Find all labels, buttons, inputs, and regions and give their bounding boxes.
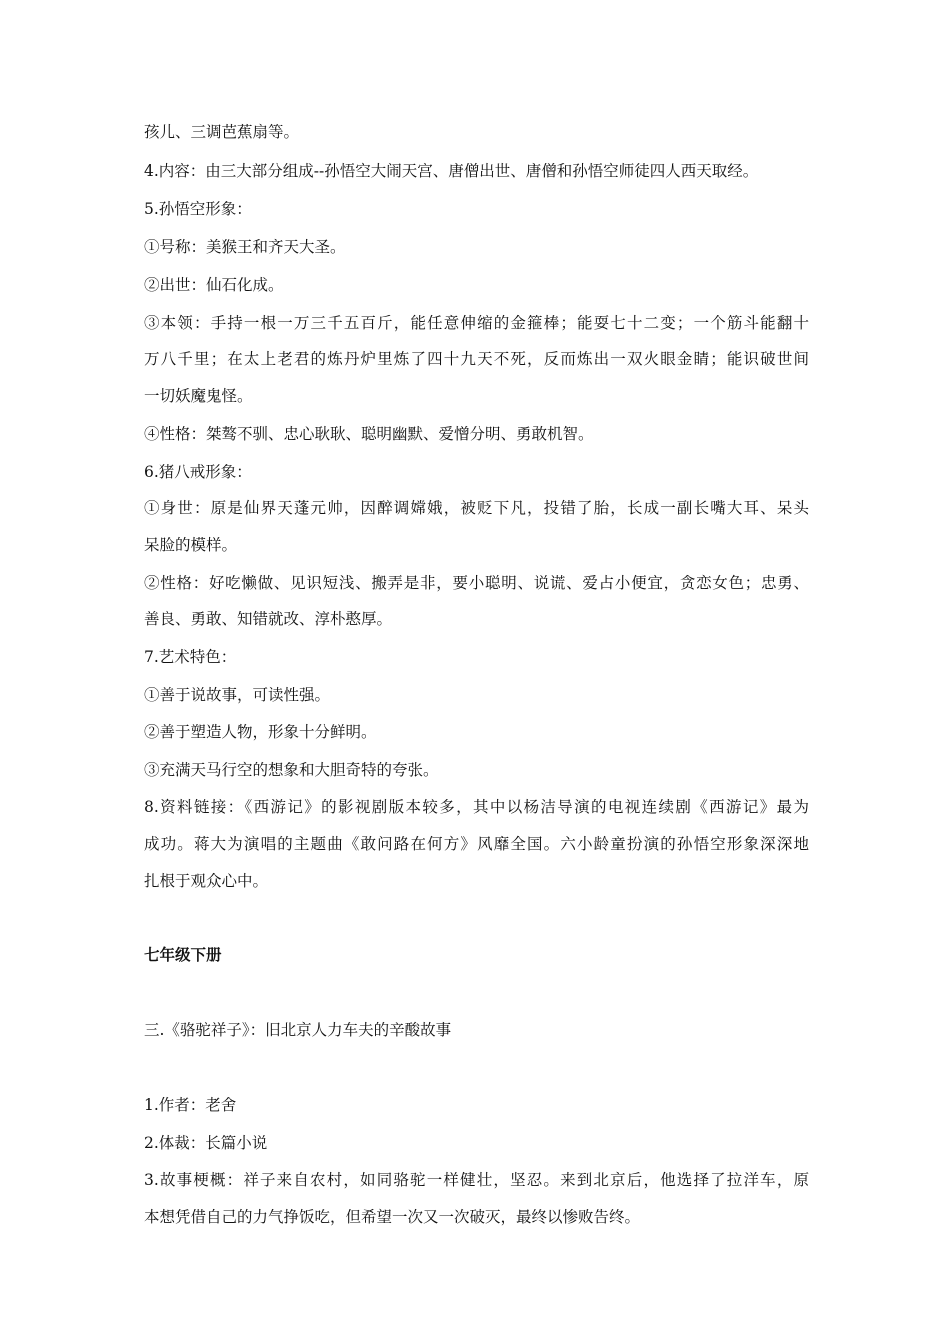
section-heading: 7.艺术特色： <box>144 648 237 666</box>
text-line: 一切妖魔鬼怪。 <box>144 387 253 405</box>
text-line: 呆脸的模样。 <box>144 536 238 554</box>
grade-heading: 七年级下册 <box>144 946 222 964</box>
section-heading: 6.猪八戒形象： <box>144 463 252 481</box>
text-line: 孩儿、三调芭蕉扇等。 <box>144 123 300 141</box>
text-line: 善良、勇敢、知错就改、淳朴憨厚。 <box>144 610 393 628</box>
text-line: ③本领：手持一根一万三千五百斤，能任意伸缩的金箍棒；能耍七十二变；一个筋斗能翻十 <box>144 314 809 332</box>
text-line: ①身世：原是仙界天蓬元帅，因醉调嫦娥，被贬下凡，投错了胎，长成一副长嘴大耳、呆头 <box>144 499 809 517</box>
text-line: ②性格：好吃懒做、见识短浅、搬弄是非，要小聪明、说谎、爱占小便宜，贪恋女色；忠勇、 <box>144 574 809 592</box>
text-line: 成功。蒋大为演唱的主题曲《敢问路在何方》风靡全国。六小龄童扮演的孙悟空形象深深地 <box>144 835 809 853</box>
text-line: 3.故事梗概：祥子来自农村，如同骆驼一样健壮，坚忍。来到北京后，他选择了拉洋车，原 <box>144 1171 809 1189</box>
text-line: ②善于塑造人物，形象十分鲜明。 <box>144 723 377 741</box>
chapter-title: 三.《骆驼祥子》：旧北京人力车夫的辛酸故事 <box>144 1021 452 1039</box>
text-line: ④性格：桀骜不驯、忠心耿耿、聪明幽默、爱憎分明、勇敢机智。 <box>144 425 594 443</box>
section-heading: 5.孙悟空形象： <box>144 200 252 218</box>
text-line: 万八千里；在太上老君的炼丹炉里炼了四十九天不死，反而炼出一双火眼金睛；能识破世间 <box>144 350 809 368</box>
text-line: 2.体裁：长篇小说 <box>144 1134 268 1152</box>
text-line: 1.作者：老舍 <box>144 1096 237 1114</box>
text-line: ③充满天马行空的想象和大胆奇特的夸张。 <box>144 761 439 779</box>
text-line: ②出世：仙石化成。 <box>144 276 284 294</box>
text-line: ①号称：美猴王和齐天大圣。 <box>144 238 346 256</box>
text-line: ①善于说故事，可读性强。 <box>144 686 331 704</box>
text-line: 本想凭借自己的力气挣饭吃，但希望一次又一次破灭，最终以惨败告终。 <box>144 1208 641 1226</box>
text-line: 8.资料链接：《西游记》的影视剧版本较多，其中以杨洁导演的电视连续剧《西游记》最为 <box>144 798 809 816</box>
text-line: 扎根于观众心中。 <box>144 872 269 890</box>
text-line: 4.内容：由三大部分组成--孙悟空大闹天宫、唐僧出世、唐僧和孙悟空师徒四人西天取经。 <box>144 162 759 180</box>
